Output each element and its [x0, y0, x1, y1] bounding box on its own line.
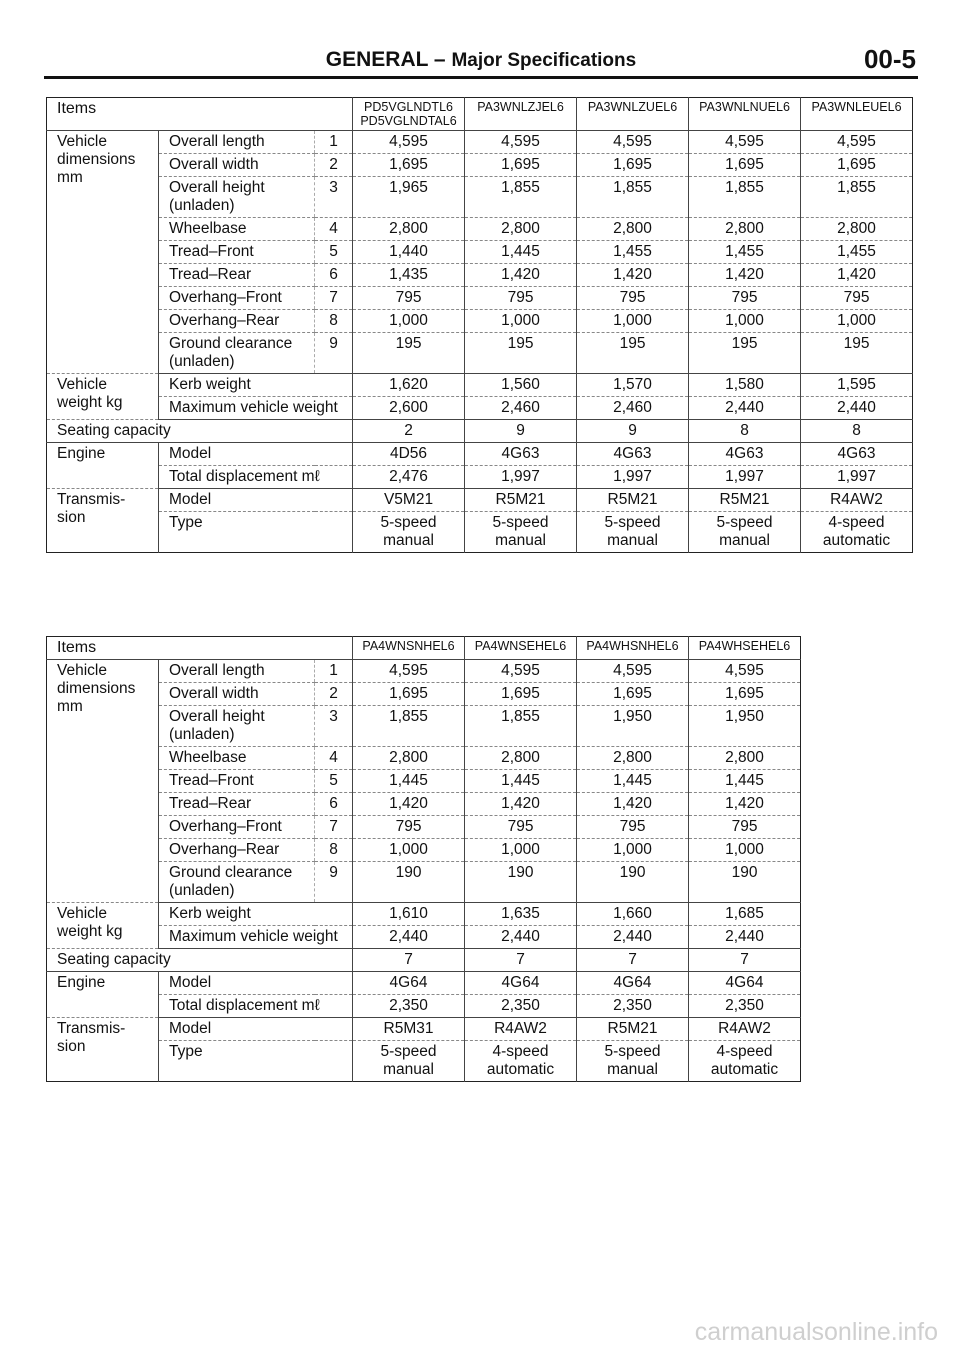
- cell-value: 1,455: [689, 241, 801, 264]
- cell-value: 1,610: [353, 903, 465, 926]
- watermark: carmanualsonline.info: [694, 1318, 938, 1346]
- cell-value: 4,595: [465, 660, 577, 683]
- cell-value: V5M21: [353, 489, 465, 512]
- row-label: Wheelbase: [159, 218, 315, 241]
- row-index: 9: [315, 333, 353, 374]
- cell-value: 1,000: [801, 310, 913, 333]
- cell-value: 2,350: [689, 995, 801, 1018]
- cell-value: 2,600: [353, 397, 465, 420]
- cell-value: 1,580: [689, 374, 801, 397]
- group-vehicle-weight: Vehicle weight kg: [47, 903, 159, 949]
- items-header: Items: [47, 98, 353, 131]
- cell-value: 1,950: [689, 706, 801, 747]
- cell-value: 1,000: [577, 310, 689, 333]
- row-index: 5: [315, 241, 353, 264]
- cell-value: 9: [577, 420, 689, 443]
- cell-value: 1,000: [465, 310, 577, 333]
- cell-value: 2,440: [465, 926, 577, 949]
- row-label: Overall length: [159, 131, 315, 154]
- table-row: [47, 949, 801, 972]
- row-index: 8: [315, 310, 353, 333]
- row-label: Ground clearance (unladen): [159, 333, 315, 374]
- model-code: PA3WNLNUEL6: [689, 98, 801, 131]
- cell-value: 5-speed manual: [689, 512, 801, 553]
- row-index: 7: [315, 816, 353, 839]
- cell-value: 1,855: [353, 706, 465, 747]
- page-number: 00-5: [863, 44, 916, 74]
- cell-value: 4G64: [353, 972, 465, 995]
- cell-value: 1,965: [353, 177, 465, 218]
- cell-value: 190: [353, 862, 465, 903]
- cell-value: 7: [577, 949, 689, 972]
- cell-value: R5M21: [577, 1018, 689, 1041]
- cell-value: 2,440: [577, 926, 689, 949]
- cell-value: 4-speed automatic: [465, 1041, 577, 1082]
- row-label: Total displacement mℓ: [159, 995, 353, 1018]
- cell-value: 4-speed automatic: [689, 1041, 801, 1082]
- cell-value: 1,445: [689, 770, 801, 793]
- cell-value: 2,476: [353, 466, 465, 489]
- table-row: [47, 1018, 801, 1041]
- row-label: Model: [159, 1018, 353, 1041]
- cell-value: 1,420: [689, 264, 801, 287]
- cell-value: 1,695: [577, 683, 689, 706]
- group-vehicle-weight: Vehicle weight kg: [47, 374, 159, 420]
- row-label: Seating capacity: [47, 949, 353, 972]
- table-row: [47, 683, 801, 706]
- cell-value: 2,800: [353, 218, 465, 241]
- cell-value: 795: [353, 816, 465, 839]
- cell-value: 2,440: [689, 397, 801, 420]
- table-row: [47, 131, 913, 154]
- row-label: Tread–Front: [159, 770, 315, 793]
- cell-value: 4D56: [353, 443, 465, 466]
- cell-value: R5M21: [577, 489, 689, 512]
- cell-value: 2,440: [353, 926, 465, 949]
- table-row: [47, 747, 801, 770]
- cell-value: 1,695: [353, 683, 465, 706]
- row-label: Overall width: [159, 683, 315, 706]
- cell-value: 1,000: [577, 839, 689, 862]
- cell-value: 1,855: [465, 177, 577, 218]
- cell-value: 4,595: [353, 660, 465, 683]
- table-row: [47, 972, 801, 995]
- cell-value: 4G64: [689, 972, 801, 995]
- model-code: PD5VGLNDTL6 PD5VGLNDTAL6: [353, 98, 465, 131]
- cell-value: 4-speed automatic: [801, 512, 913, 553]
- row-index: 2: [315, 154, 353, 177]
- table-row: [47, 770, 801, 793]
- table-row: [47, 903, 801, 926]
- row-label: Overhang–Rear: [159, 839, 315, 862]
- cell-value: 1,445: [465, 770, 577, 793]
- cell-value: 2,350: [353, 995, 465, 1018]
- group-engine: Engine: [47, 972, 159, 1018]
- group-vehicle-dimensions: Vehicle dimensions mm: [47, 660, 159, 903]
- model-code: PA4WNSEHEL6: [465, 637, 577, 660]
- cell-value: 2,460: [465, 397, 577, 420]
- table-row: [47, 310, 913, 333]
- row-label: Model: [159, 972, 353, 995]
- model-code: PA3WNLEUEL6: [801, 98, 913, 131]
- cell-value: 5-speed manual: [577, 512, 689, 553]
- cell-value: 1,950: [577, 706, 689, 747]
- cell-value: 1,000: [353, 839, 465, 862]
- cell-value: 795: [801, 287, 913, 310]
- table-row: [47, 177, 913, 218]
- row-index: 6: [315, 793, 353, 816]
- cell-value: 5-speed manual: [577, 1041, 689, 1082]
- table-row: [47, 793, 801, 816]
- cell-value: 2,800: [353, 747, 465, 770]
- row-index: 8: [315, 839, 353, 862]
- cell-value: 8: [801, 420, 913, 443]
- cell-value: 1,855: [689, 177, 801, 218]
- cell-value: 1,855: [801, 177, 913, 218]
- cell-value: 1,560: [465, 374, 577, 397]
- row-label: Maximum vehicle weight: [159, 926, 353, 949]
- row-label: Overall height (unladen): [159, 706, 315, 747]
- cell-value: 4G63: [577, 443, 689, 466]
- row-label: Overhang–Rear: [159, 310, 315, 333]
- cell-value: 795: [689, 816, 801, 839]
- row-label: Total displacement mℓ: [159, 466, 353, 489]
- cell-value: 7: [353, 949, 465, 972]
- cell-value: 2,800: [689, 218, 801, 241]
- table-row: [47, 333, 913, 374]
- table-row: [47, 512, 913, 553]
- cell-value: 1,000: [465, 839, 577, 862]
- table-row: [47, 489, 913, 512]
- cell-value: 2,800: [577, 747, 689, 770]
- cell-value: 1,420: [465, 793, 577, 816]
- row-label: Type: [169, 1043, 203, 1060]
- cell-value: 1,685: [689, 903, 801, 926]
- cell-value: 1,420: [577, 264, 689, 287]
- table-row: [47, 287, 913, 310]
- model-code: PA3WNLZJEL6: [465, 98, 577, 131]
- table-header-row: [47, 637, 801, 660]
- table-row: [47, 816, 801, 839]
- table-row: [47, 839, 801, 862]
- cell-value: R5M21: [689, 489, 801, 512]
- row-label: Type: [169, 514, 203, 531]
- section-subtitle: Major Specifications: [451, 50, 637, 71]
- cell-value: 4,595: [577, 131, 689, 154]
- cell-value: 4,595: [353, 131, 465, 154]
- table-row: [47, 443, 913, 466]
- cell-value: 1,420: [465, 264, 577, 287]
- cell-value: 190: [465, 862, 577, 903]
- row-label: Kerb weight: [159, 374, 353, 397]
- group-transmission: Transmis- sion: [47, 1018, 159, 1082]
- cell-value: 1,695: [465, 154, 577, 177]
- cell-value: 190: [577, 862, 689, 903]
- cell-value: 195: [465, 333, 577, 374]
- table-row: [47, 862, 801, 903]
- cell-value: 795: [465, 816, 577, 839]
- row-label: Maximum vehicle weight: [159, 397, 353, 420]
- cell-value: 5-speed manual: [353, 512, 465, 553]
- cell-value: 1,000: [689, 310, 801, 333]
- row-label: Kerb weight: [159, 903, 353, 926]
- cell-value: 1,635: [465, 903, 577, 926]
- cell-value: 2,440: [801, 397, 913, 420]
- spec-table-1: [46, 97, 913, 553]
- cell-value: 1,420: [353, 793, 465, 816]
- table-header-row: [47, 98, 913, 131]
- cell-value: 4,595: [689, 131, 801, 154]
- items-header: Items: [47, 637, 353, 660]
- row-label: Overall width: [159, 154, 315, 177]
- row-label: Overhang–Front: [159, 287, 315, 310]
- page-header: [44, 40, 918, 80]
- cell-value: R4AW2: [689, 1018, 801, 1041]
- row-label: Overall height (unladen): [159, 177, 315, 218]
- row-index: 3: [315, 706, 353, 747]
- table-row: [47, 926, 801, 949]
- group-engine: Engine: [47, 443, 159, 489]
- cell-value: 1,855: [465, 706, 577, 747]
- cell-value: 1,695: [801, 154, 913, 177]
- row-label: Ground clearance (unladen): [159, 862, 315, 903]
- cell-value: 4,595: [465, 131, 577, 154]
- cell-value: 1,440: [353, 241, 465, 264]
- cell-value: 1,435: [353, 264, 465, 287]
- row-index: 9: [315, 862, 353, 903]
- cell-value: 5-speed manual: [353, 1041, 465, 1082]
- cell-value: 2,800: [577, 218, 689, 241]
- row-label: Model: [159, 443, 353, 466]
- cell-value: 1,695: [465, 683, 577, 706]
- cell-value: 1,997: [577, 466, 689, 489]
- cell-value: 8: [689, 420, 801, 443]
- cell-value: 2: [353, 420, 465, 443]
- cell-value: 4G63: [689, 443, 801, 466]
- cell-value: 1,000: [689, 839, 801, 862]
- table-row: [47, 466, 913, 489]
- model-code: PA4WHSEHEL6: [689, 637, 801, 660]
- cell-value: 9: [465, 420, 577, 443]
- cell-value: 2,800: [465, 218, 577, 241]
- table-row: [47, 995, 801, 1018]
- cell-value: 5-speed manual: [465, 512, 577, 553]
- table-row: [47, 397, 913, 420]
- row-label: Model: [159, 489, 353, 512]
- cell-value: 1,997: [689, 466, 801, 489]
- cell-value: 1,695: [689, 683, 801, 706]
- table-row: [47, 218, 913, 241]
- row-label: Tread–Front: [159, 241, 315, 264]
- cell-value: 4,595: [801, 131, 913, 154]
- cell-value: 195: [577, 333, 689, 374]
- cell-value: 2,350: [465, 995, 577, 1018]
- cell-value: 4G63: [801, 443, 913, 466]
- cell-value: 1,695: [689, 154, 801, 177]
- row-label: Overall length: [159, 660, 315, 683]
- cell-value: 795: [353, 287, 465, 310]
- cell-value: 1,455: [577, 241, 689, 264]
- cell-value: 1,420: [689, 793, 801, 816]
- table-row: [47, 706, 801, 747]
- cell-value: 1,695: [353, 154, 465, 177]
- table-row: [47, 1041, 801, 1082]
- header-rule: [44, 76, 918, 79]
- cell-value: 795: [577, 816, 689, 839]
- cell-value: 195: [353, 333, 465, 374]
- cell-value: 190: [689, 862, 801, 903]
- cell-value: R5M31: [353, 1018, 465, 1041]
- row-index: 5: [315, 770, 353, 793]
- cell-value: 2,800: [801, 218, 913, 241]
- group-vehicle-dimensions: Vehicle dimensions mm: [47, 131, 159, 374]
- page-title: [44, 48, 918, 72]
- row-index: 7: [315, 287, 353, 310]
- cell-value: 1,445: [577, 770, 689, 793]
- row-index: 2: [315, 683, 353, 706]
- cell-value: 1,570: [577, 374, 689, 397]
- cell-value: 1,997: [465, 466, 577, 489]
- section-name: GENERAL: [325, 48, 429, 71]
- cell-value: 795: [689, 287, 801, 310]
- row-label: Tread–Rear: [159, 264, 315, 287]
- cell-value: 1,445: [465, 241, 577, 264]
- row-index: 4: [315, 218, 353, 241]
- cell-value: 4,595: [577, 660, 689, 683]
- cell-value: 1,445: [353, 770, 465, 793]
- table-row: [47, 420, 913, 443]
- cell-value: 195: [689, 333, 801, 374]
- group-transmission: Transmis- sion: [47, 489, 159, 553]
- row-index: 4: [315, 747, 353, 770]
- table-row: [47, 241, 913, 264]
- cell-value: 1,695: [577, 154, 689, 177]
- cell-value: 795: [465, 287, 577, 310]
- row-index: 6: [315, 264, 353, 287]
- cell-value: 2,800: [465, 747, 577, 770]
- cell-value: 2,460: [577, 397, 689, 420]
- row-label: Tread–Rear: [159, 793, 315, 816]
- table-row: [47, 374, 913, 397]
- table-row: [47, 264, 913, 287]
- title-dash: –: [433, 48, 446, 71]
- model-code: PA4WHSNHEL6: [577, 637, 689, 660]
- cell-value: 1,000: [353, 310, 465, 333]
- cell-value: 1,855: [577, 177, 689, 218]
- cell-value: 4,595: [689, 660, 801, 683]
- row-index: 1: [315, 660, 353, 683]
- cell-value: R4AW2: [801, 489, 913, 512]
- cell-value: 1,595: [801, 374, 913, 397]
- model-code: PA4WNSNHEL6: [353, 637, 465, 660]
- row-index: 3: [315, 177, 353, 218]
- table-row: [47, 154, 913, 177]
- table-row: [47, 660, 801, 683]
- row-index: 1: [315, 131, 353, 154]
- cell-value: 1,420: [577, 793, 689, 816]
- cell-value: 1,660: [577, 903, 689, 926]
- row-label: Wheelbase: [159, 747, 315, 770]
- cell-value: 4G64: [465, 972, 577, 995]
- model-code: PA3WNLZUEL6: [577, 98, 689, 131]
- cell-value: 1,997: [801, 466, 913, 489]
- cell-value: 2,350: [577, 995, 689, 1018]
- row-label: Overhang–Front: [159, 816, 315, 839]
- cell-value: 195: [801, 333, 913, 374]
- cell-value: R5M21: [465, 489, 577, 512]
- cell-value: 1,420: [801, 264, 913, 287]
- spec-table-2: [46, 636, 801, 1082]
- cell-value: 7: [465, 949, 577, 972]
- cell-value: 2,440: [689, 926, 801, 949]
- cell-value: 1,455: [801, 241, 913, 264]
- cell-value: 4G63: [465, 443, 577, 466]
- row-label: Seating capacity: [47, 420, 353, 443]
- cell-value: 795: [577, 287, 689, 310]
- cell-value: 4G64: [577, 972, 689, 995]
- cell-value: R4AW2: [465, 1018, 577, 1041]
- cell-value: 7: [689, 949, 801, 972]
- cell-value: 1,620: [353, 374, 465, 397]
- cell-value: 2,800: [689, 747, 801, 770]
